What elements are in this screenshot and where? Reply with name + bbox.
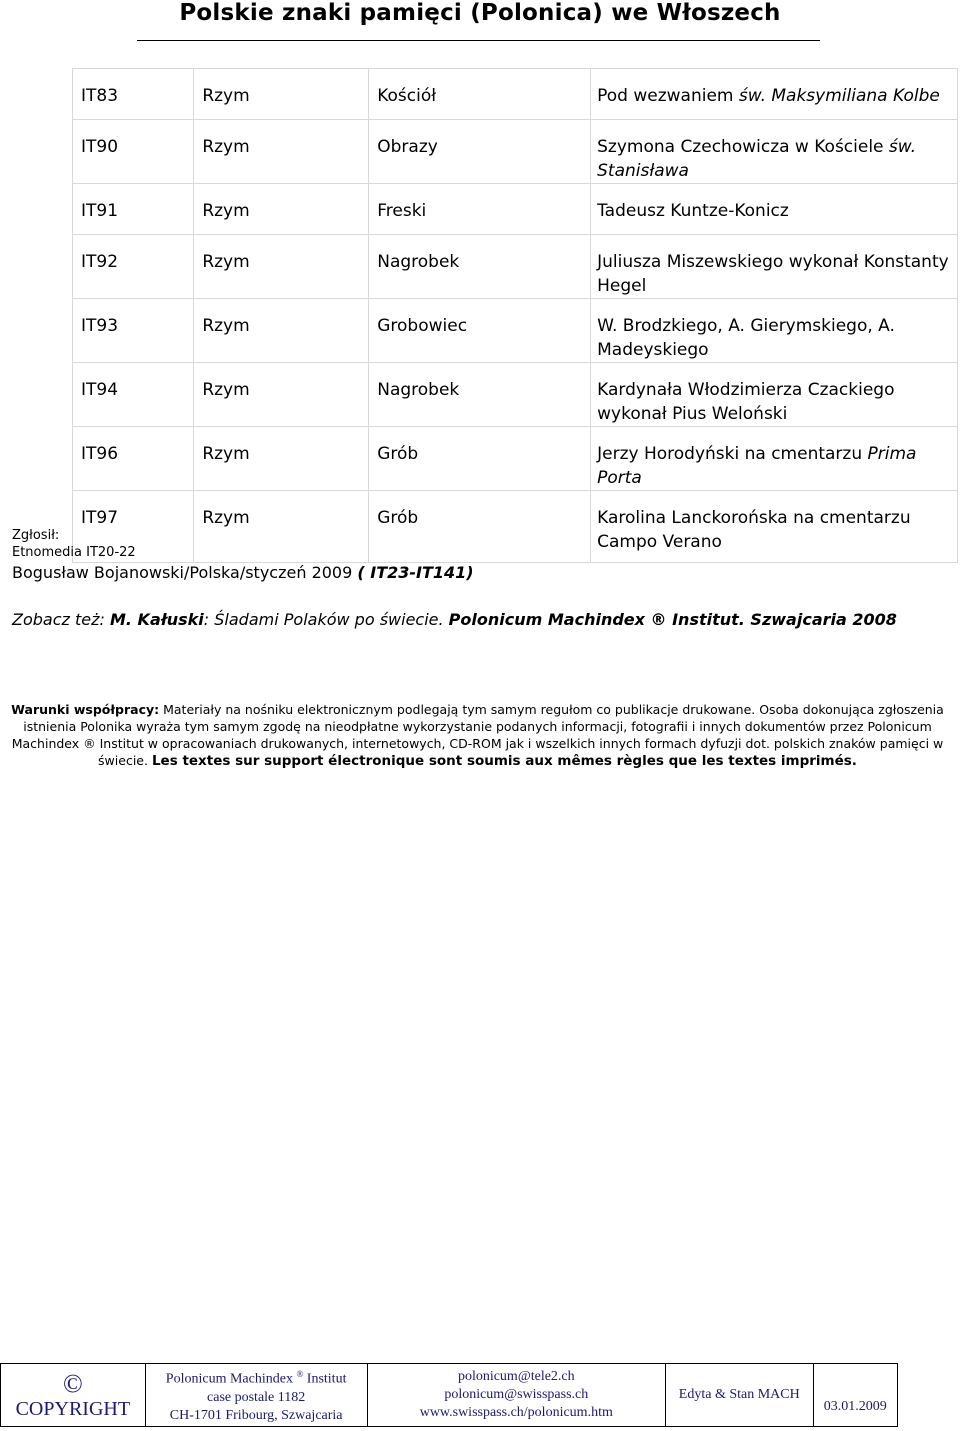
entry-description xyxy=(591,120,958,184)
footer-table xyxy=(0,1363,898,1427)
entry-description xyxy=(591,299,958,363)
institute-name: Polonicum Machindex xyxy=(165,1371,293,1387)
entry-type: Obrazy xyxy=(369,120,591,184)
terms-body: Materiały na nośniku elektronicznym podlegają tym samym regułom co publikacje drukowane. Osoba dokonująca zgłoszenia istnienia Polonika wyraża tym samym zgodę na nieodpłatne wykorzystanie podanych informacji, fotografii i innych dokumentów przez Polonicum Machindex ® Institut w opracowaniach drukowanych, internetowych, CD-ROM jak i wszelkich innych formach dyfuzji dot. polskich znaków pamięci w świecie. xyxy=(11,702,944,768)
description-italic: św. Maksymiliana Kolbe xyxy=(738,86,940,106)
entry-description xyxy=(591,235,958,299)
footer-copyright xyxy=(1,1364,146,1427)
entry-city: Rzym xyxy=(194,427,369,491)
author-line xyxy=(12,563,474,582)
email-2[interactable]: polonicum@swisspass.ch xyxy=(444,1387,589,1402)
entry-id: IT97 xyxy=(73,491,194,563)
entry-id: IT90 xyxy=(73,120,194,184)
entry-id: IT94 xyxy=(73,363,194,427)
entry-id: IT83 xyxy=(73,69,194,120)
range: ( IT23-IT141) xyxy=(357,563,474,582)
description-text: Pod wezwaniem xyxy=(597,86,739,106)
description-text: Juliusza Miszewskiego wykonał Konstanty Hegel xyxy=(597,252,949,296)
page-title: Polskie znaki pamięci (Polonica) we Włoszech xyxy=(179,0,781,26)
footer-date xyxy=(813,1364,897,1427)
entry-description xyxy=(591,427,958,491)
entry-id: IT92 xyxy=(73,235,194,299)
entry-description xyxy=(591,69,958,120)
entry-type: Freski xyxy=(369,184,591,235)
entry-city: Rzym xyxy=(194,184,369,235)
description-text: Szymona Czechowicza w Kościele xyxy=(597,137,889,157)
footer-editors xyxy=(665,1364,813,1427)
copyright-text: COPYRIGHT xyxy=(15,1398,131,1420)
table-row xyxy=(73,235,958,299)
copyright-icon: © xyxy=(62,1369,83,1398)
table-row xyxy=(73,491,958,563)
entry-city: Rzym xyxy=(194,491,369,563)
table-row xyxy=(73,120,958,184)
see-also-publisher: Polonicum Machindex ® Institut. Szwajcaria 2008 xyxy=(448,610,897,629)
table-row xyxy=(73,363,958,427)
table-row xyxy=(73,427,958,491)
title-underline xyxy=(137,40,820,41)
entry-city: Rzym xyxy=(194,69,369,120)
footer-address xyxy=(145,1364,367,1427)
terms-lead: Warunki współpracy: xyxy=(11,702,160,717)
entry-city: Rzym xyxy=(194,363,369,427)
registered-mark: ® xyxy=(296,1369,304,1380)
postbox: case postale 1182 xyxy=(207,1389,306,1405)
description-italic: Prima Porta xyxy=(597,444,917,488)
footer-contact xyxy=(367,1364,665,1427)
polonica-table xyxy=(72,68,958,563)
date: 03.01.2009 xyxy=(823,1399,887,1414)
entry-description xyxy=(591,363,958,427)
description-text: Tadeusz Kuntze-Konicz xyxy=(597,201,789,221)
entry-type: Grób xyxy=(369,491,591,563)
entry-city: Rzym xyxy=(194,299,369,363)
table-row xyxy=(73,299,958,363)
see-also-author: M. Kałuski xyxy=(109,610,204,629)
description-text: Kardynała Włodzimierza Czackiego wykonał Pius Weloński xyxy=(597,380,895,424)
author: Bogusław Bojanowski/Polska/styczeń 2009 xyxy=(12,563,358,582)
see-also-pre: Zobacz też: xyxy=(12,610,110,629)
entry-type: Kościół xyxy=(369,69,591,120)
description-text: W. Brodzkiego, A. Gierymskiego, A. Madeyskiego xyxy=(597,316,895,360)
entry-id: IT91 xyxy=(73,184,194,235)
entry-id: IT96 xyxy=(73,427,194,491)
entry-id: IT93 xyxy=(73,299,194,363)
entry-description xyxy=(591,184,958,235)
website-link[interactable]: www.swisspass.ch/polonicum.htm xyxy=(419,1405,613,1420)
entry-city: Rzym xyxy=(194,120,369,184)
table-row xyxy=(73,184,958,235)
terms-of-cooperation xyxy=(10,701,945,770)
entry-type: Nagrobek xyxy=(369,363,591,427)
institute-suffix: Institut xyxy=(303,1371,347,1387)
entry-description xyxy=(591,491,958,563)
terms-french: Les textes sur support électronique sont soumis aux mêmes règles que les textes imprimés. xyxy=(151,753,857,769)
see-also-title: : Śladami Polaków po świecie. xyxy=(203,610,449,629)
description-text: Karolina Lanckorońska na cmentarzu Campo Verano xyxy=(597,508,911,552)
editors: Edyta & Stan MACH xyxy=(678,1387,800,1402)
reporter: Etnomedia IT20-22 xyxy=(12,545,136,560)
entry-type: Grób xyxy=(369,427,591,491)
description-text: Jerzy Horodyński na cmentarzu xyxy=(597,444,868,464)
see-also xyxy=(12,610,897,629)
entry-type: Grobowiec xyxy=(369,299,591,363)
table-row xyxy=(73,69,958,120)
entry-type: Nagrobek xyxy=(369,235,591,299)
address: CH-1701 Fribourg, Szwajcaria xyxy=(169,1407,343,1423)
entry-city: Rzym xyxy=(194,235,369,299)
email-1[interactable]: polonicum@tele2.ch xyxy=(457,1369,575,1384)
description-italic: św. Stanisława xyxy=(597,137,916,181)
reported-label: Zgłosił: xyxy=(12,528,60,543)
